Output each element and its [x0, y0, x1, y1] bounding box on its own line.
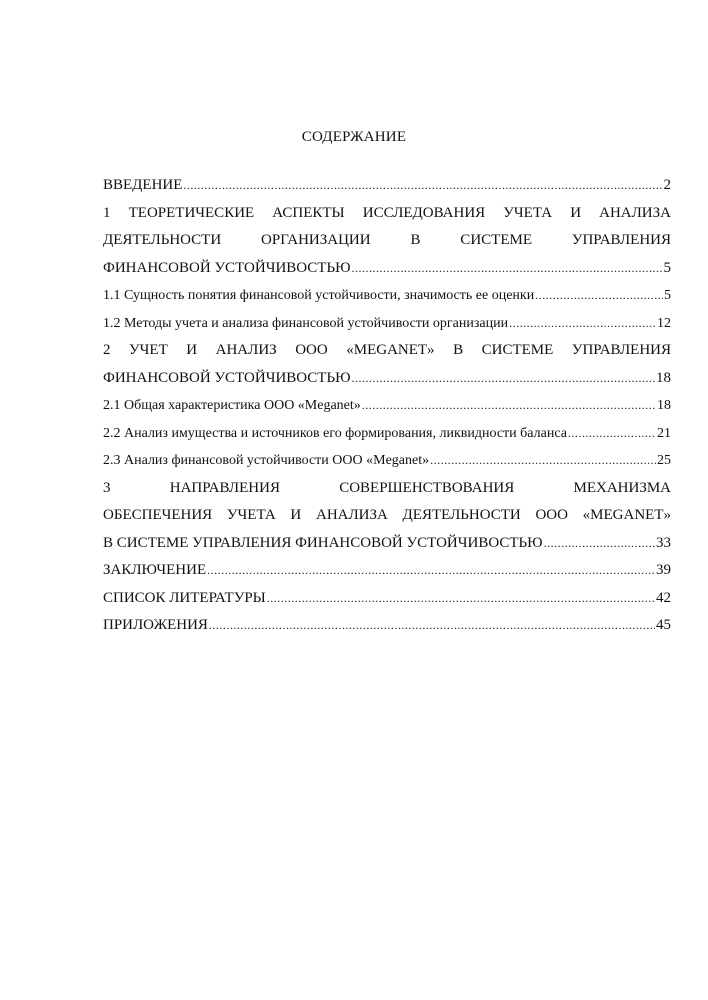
dot-leader: [207, 557, 655, 585]
dot-leader: [183, 172, 662, 200]
toc-entry-text: В СИСТЕМЕ УПРАВЛЕНИЯ ФИНАНСОВОЙ УСТОЙЧИВОСТЬЮ: [103, 534, 543, 551]
dot-leader: [535, 282, 663, 310]
toc-page-number: 33: [656, 534, 671, 551]
dot-leader: [267, 585, 655, 613]
toc-entry-appendices[interactable]: [103, 612, 671, 640]
toc-page-number: 45: [656, 617, 671, 633]
toc-page-number: 39: [656, 562, 671, 578]
toc-entry-text: ПРИЛОЖЕНИЯ: [103, 617, 208, 633]
toc-entry-introduction[interactable]: [103, 172, 671, 200]
toc-page-number: 5: [663, 259, 671, 276]
toc-entry-text: 2.3 Анализ финансовой устойчивости ООО «Meganet»: [103, 453, 430, 468]
toc-entry-text: СПИСОК ЛИТЕРАТУРЫ: [103, 589, 266, 606]
toc-page-number: 5: [664, 288, 671, 303]
toc-page-number: 42: [656, 589, 671, 606]
toc-entry-chapter-3-line-1[interactable]: 3 НАПРАВЛЕНИЯ СОВЕРШЕНСТВОВАНИЯ МЕХАНИЗМА: [103, 479, 671, 496]
toc-page-number: 18: [657, 398, 671, 413]
toc-entry-chapter-3-line-3[interactable]: [103, 530, 671, 558]
table-of-contents: [103, 172, 671, 640]
toc-entry-chapter-2-line-2[interactable]: [103, 365, 671, 393]
toc-entry-section-2-3[interactable]: [103, 447, 671, 475]
toc-entry-text: ВВЕДЕНИЕ: [103, 177, 183, 193]
toc-entry-text: 2.2 Анализ имущества и источников его формирования, ликвидности баланса: [103, 425, 567, 441]
dot-leader: [352, 255, 663, 283]
toc-heading: СОДЕРЖАНИЕ: [301, 129, 407, 145]
toc-entry-text: 2.1 Общая характеристика ООО «Meganet»: [103, 398, 361, 413]
dot-leader: [352, 365, 656, 393]
toc-entry-text: ЗАКЛЮЧЕНИЕ: [103, 562, 207, 578]
toc-entry-section-2-2[interactable]: [103, 420, 671, 448]
toc-entry-bibliography[interactable]: [103, 585, 671, 613]
dot-leader: [544, 530, 655, 558]
toc-page-number: 18: [656, 369, 671, 386]
dot-leader: [430, 447, 656, 475]
toc-page-number: 2: [663, 177, 671, 193]
dot-leader: [362, 392, 656, 420]
toc-entry-chapter-1-line-1[interactable]: 1 ТЕОРЕТИЧЕСКИЕ АСПЕКТЫ ИССЛЕДОВАНИЯ УЧЕТА И АНАЛИЗА: [103, 204, 671, 221]
dot-leader: [568, 420, 656, 448]
dot-leader: [209, 612, 655, 640]
toc-entry-section-1-2[interactable]: [103, 310, 671, 338]
toc-entry-chapter-2-line-1[interactable]: 2 УЧЕТ И АНАЛИЗ ООО «MEGANET» В СИСТЕМЕ УПРАВЛЕНИЯ: [103, 342, 671, 358]
toc-entry-section-1-1[interactable]: [103, 282, 671, 310]
toc-entry-chapter-1-line-3[interactable]: [103, 255, 671, 283]
toc-entry-chapter-1-line-2[interactable]: ДЕЯТЕЛЬНОСТИ ОРГАНИЗАЦИИ В СИСТЕМЕ УПРАВЛЕНИЯ: [103, 232, 671, 248]
toc-page-number: 25: [657, 453, 671, 468]
toc-page-number: 12: [657, 315, 671, 331]
toc-entry-chapter-3-line-2[interactable]: ОБЕСПЕЧЕНИЯ УЧЕТА И АНАЛИЗА ДЕЯТЕЛЬНОСТИ ООО «MEGANET»: [103, 507, 671, 523]
toc-page-number: 21: [657, 425, 671, 441]
toc-entry-text: ФИНАНСОВОЙ УСТОЙЧИВОСТЬЮ: [103, 369, 351, 386]
toc-entry-conclusion[interactable]: [103, 557, 671, 585]
toc-entry-text: 1.2 Методы учета и анализа финансовой устойчивости организации: [103, 315, 509, 331]
toc-entry-section-2-1[interactable]: [103, 392, 671, 420]
toc-entry-text: ФИНАНСОВОЙ УСТОЙЧИВОСТЬЮ: [103, 259, 351, 276]
dot-leader: [509, 310, 656, 338]
toc-entry-text: 1.1 Сущность понятия финансовой устойчивости, значимость ее оценки: [103, 288, 535, 303]
